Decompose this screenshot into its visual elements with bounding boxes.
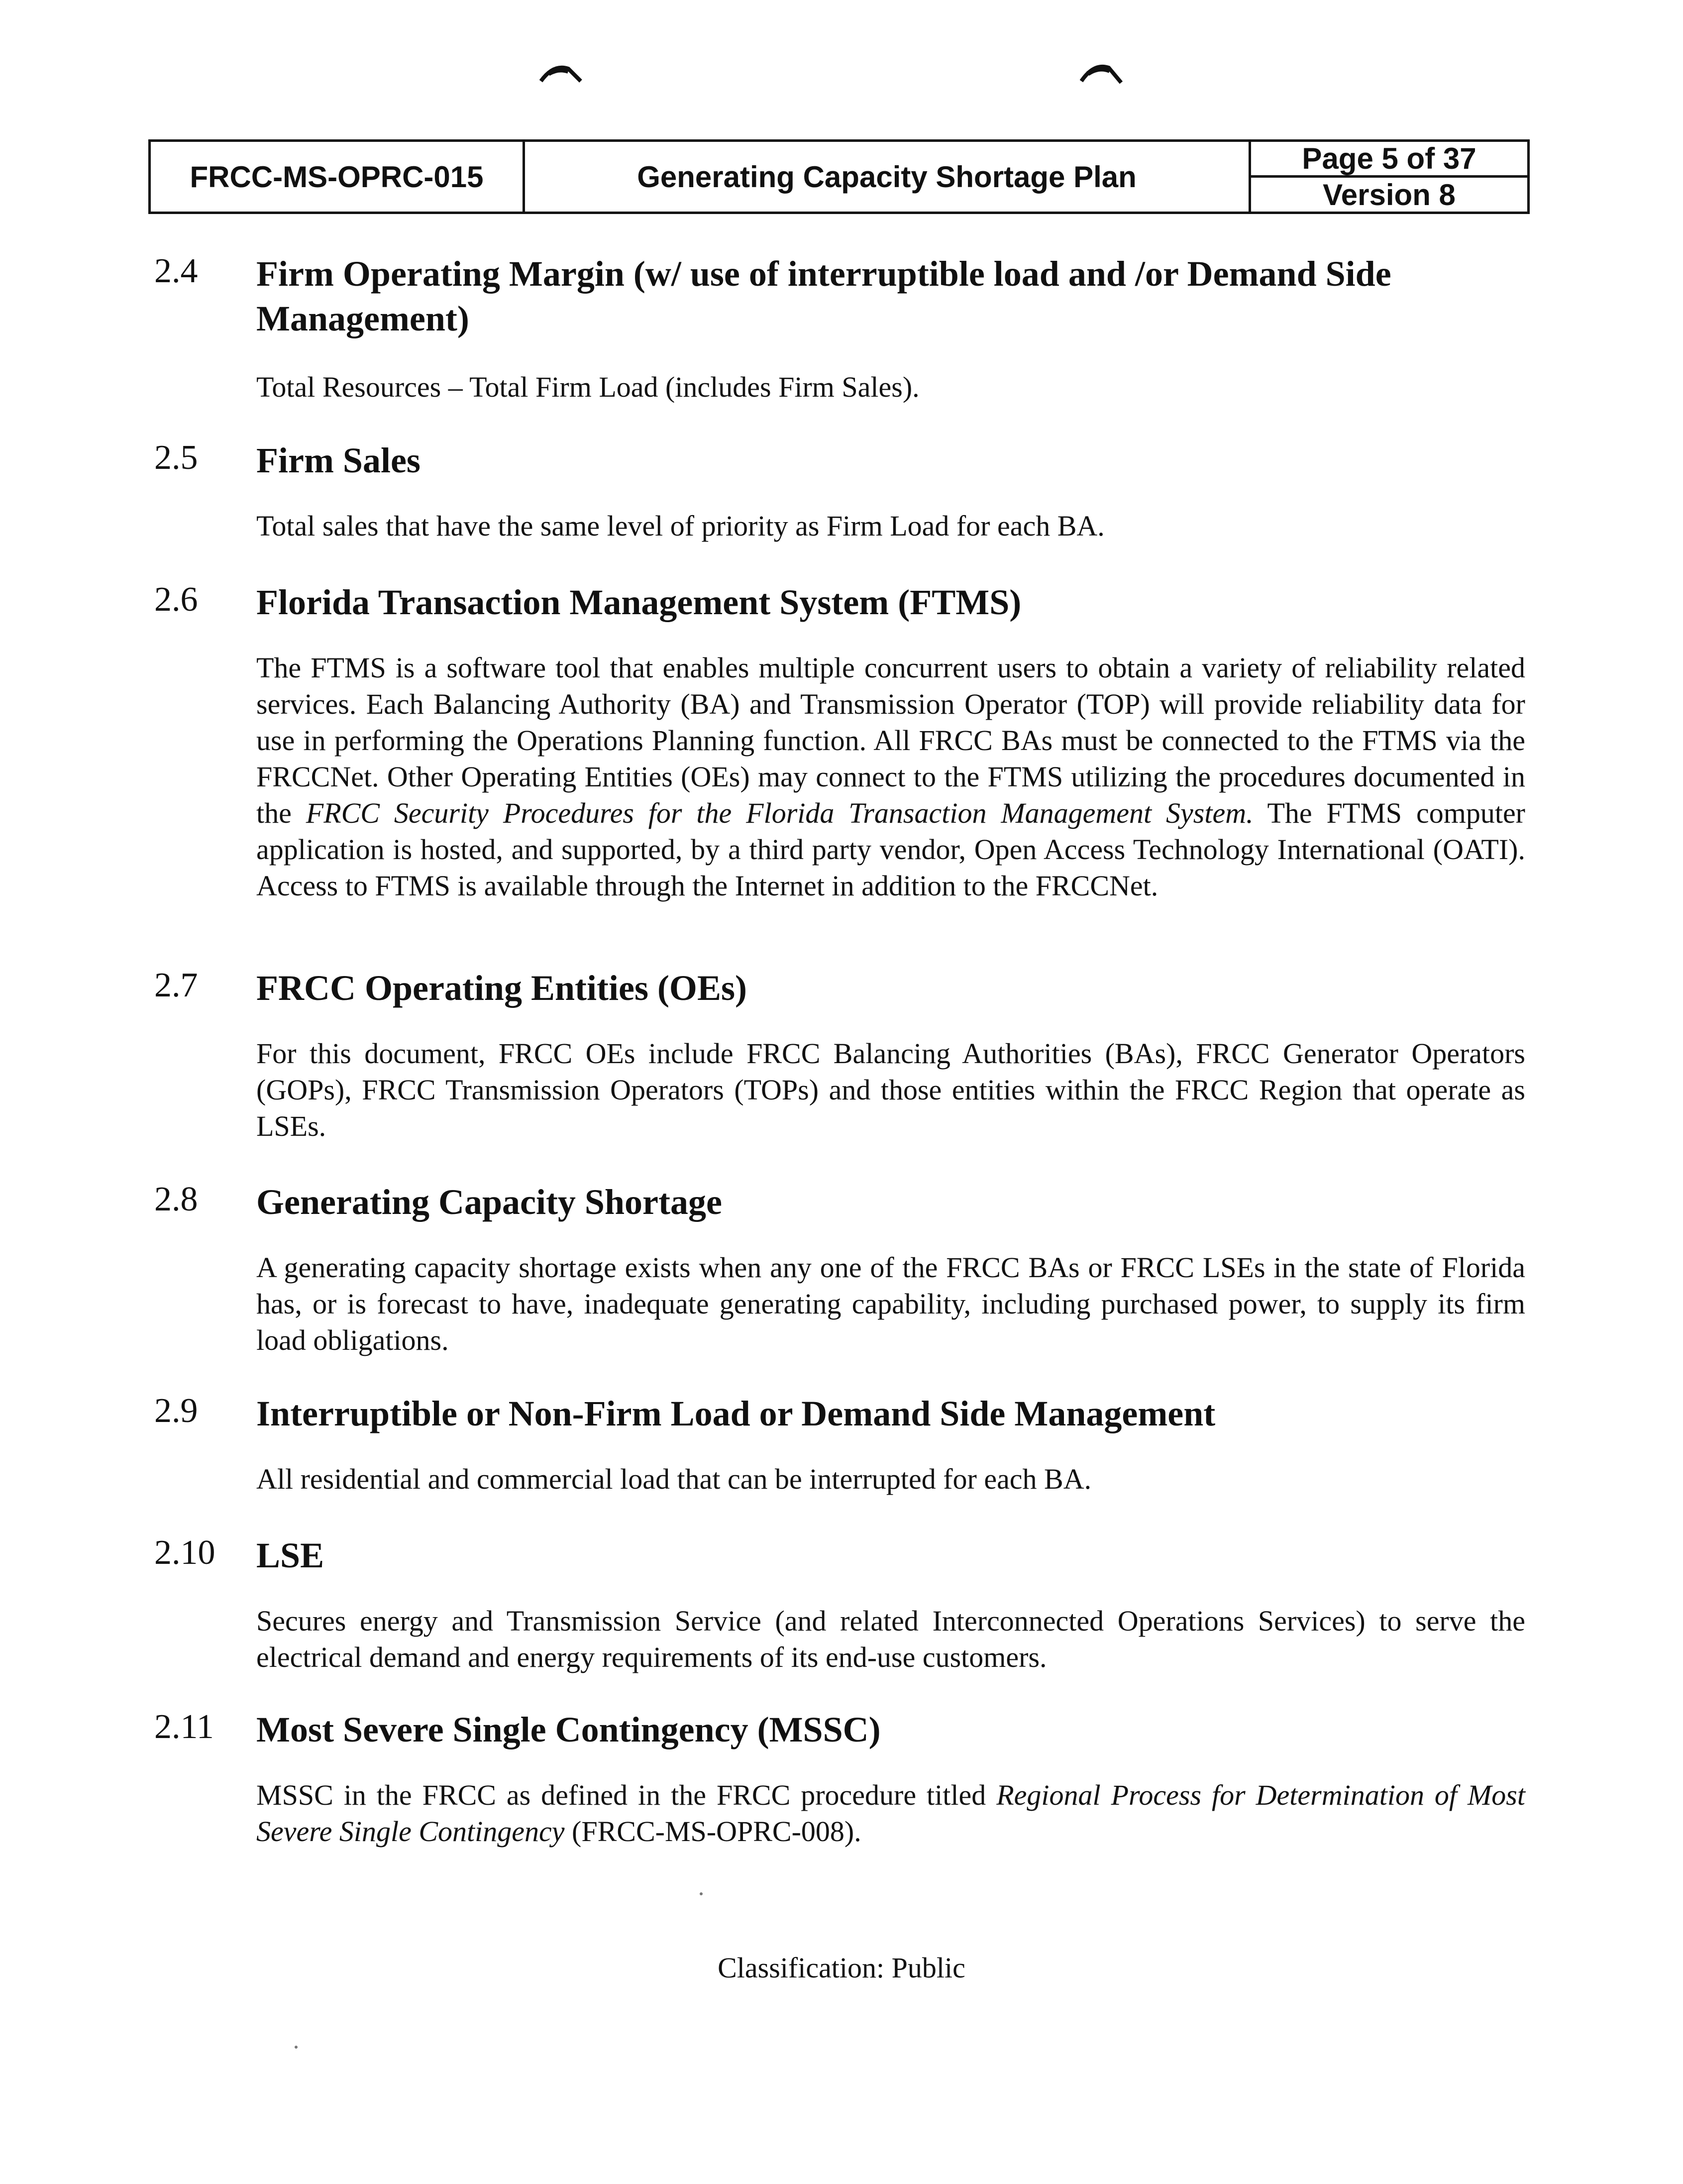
section-title: Interruptible or Non-Firm Load or Demand Side Management <box>256 1394 1216 1433</box>
section-number: 2.10 <box>154 1533 215 1572</box>
page-version-cell <box>1251 142 1527 212</box>
body-text: The FTMS computer application is hosted, and supported, by a third party vendor, Open Access Technology International (OATI). Access to FTMS is available through the Internet in addition to the FRCCNet. <box>256 797 1525 902</box>
page-number: Page 5 of 37 <box>1302 142 1476 175</box>
doc-title-cell <box>525 142 1251 212</box>
punch-hole-mark <box>538 59 583 89</box>
section-title: FRCC Operating Entities (OEs) <box>256 968 747 1008</box>
section-title: LSE <box>256 1535 324 1575</box>
section-number: 2.11 <box>154 1708 214 1746</box>
scan-speck <box>700 1892 703 1895</box>
scan-speck <box>295 2046 298 2049</box>
classification-footer: Classification: Public <box>718 1952 965 1984</box>
section-body: Total sales that have the same level of priority as Firm Load for each BA. <box>256 510 1105 542</box>
section-body <box>256 1777 1525 1850</box>
section-body: Secures energy and Transmission Service (and related Interconnected Operations Services) to serve the electrical demand and energy requirements of its end-use customers. <box>256 1605 1525 1673</box>
doc-id-cell <box>151 142 525 212</box>
section-number: 2.4 <box>154 252 198 290</box>
document-header-table <box>148 139 1530 214</box>
version-label: Version 8 <box>1323 178 1456 212</box>
section-title: Generating Capacity Shortage <box>256 1182 722 1222</box>
doc-title: Generating Capacity Shortage Plan <box>637 160 1137 194</box>
body-italic-reference: FRCC Security Procedures for the Florida Transaction Management System. <box>306 797 1254 829</box>
body-text: The FTMS is a software tool that enables multiple concurrent users to obtain a variety of reliability related services. Each Balancing Authority (BA) and Transmission Operator (TOP) will provide reliability data for use in performing the Operations Planning function. All FRCC BAs must be connected to the FTMS via the FRCCNet. Other Operating Entities (OEs) may connect to the FTMS utilizing the procedures documented in the <box>256 652 1525 829</box>
body-italic-reference: Regional Process for Determination of Most Severe Single Contingency <box>256 1779 1525 1848</box>
section-number: 2.8 <box>154 1180 198 1218</box>
section-body: A generating capacity shortage exists when any one of the FRCC BAs or FRCC LSEs in the state of Florida has, or is forecast to have, inadequate generating capability, including purchased power, to supply its firm load obligations. <box>256 1251 1525 1356</box>
section-number: 2.7 <box>154 966 198 1004</box>
section-title: Firm Sales <box>256 440 421 480</box>
body-text: (FRCC-MS-OPRC-008). <box>564 1815 861 1848</box>
section-title: Most Severe Single Contingency (MSSC) <box>256 1710 881 1749</box>
body-text: MSSC in the FRCC as defined in the FRCC procedure titled <box>256 1779 997 1811</box>
section-number: 2.9 <box>154 1392 198 1430</box>
section-title: Firm Operating Margin (w/ use of interruptible load and /or Demand Side Management) <box>256 254 1391 338</box>
section-body: Total Resources – Total Firm Load (includes Firm Sales). <box>256 371 920 403</box>
section-body: For this document, FRCC OEs include FRCC Balancing Authorities (BAs), FRCC Generator Operators (GOPs), FRCC Transmission Operators (TOPs) and those entities within the FRCC Region that operate as LSEs. <box>256 1037 1525 1142</box>
doc-id: FRCC-MS-OPRC-015 <box>190 160 484 194</box>
section-body: All residential and commercial load that can be interrupted for each BA. <box>256 1463 1092 1495</box>
punch-hole-mark <box>1079 59 1124 89</box>
section-body <box>256 650 1525 904</box>
section-title: Florida Transaction Management System (FTMS) <box>256 582 1022 622</box>
section-number: 2.5 <box>154 438 198 477</box>
section-number: 2.6 <box>154 580 198 619</box>
